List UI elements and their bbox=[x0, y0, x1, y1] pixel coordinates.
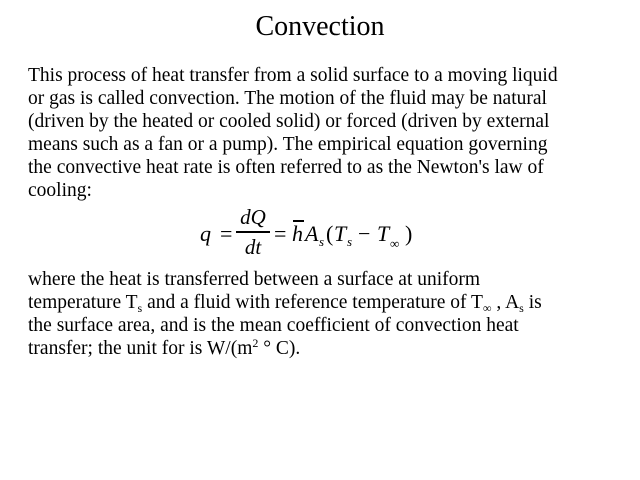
paragraph-line: (driven by the heated or cooled solid) or forced (driven by external bbox=[28, 111, 550, 132]
paragraph-line bbox=[28, 291, 608, 314]
paragraph-line: the convective heat rate is often referred to as the Newton's law of bbox=[28, 157, 544, 178]
newton-cooling-equation bbox=[198, 204, 418, 264]
eq-surface-temp-subscript: s bbox=[347, 234, 353, 249]
eq-equals-sign: = bbox=[220, 221, 233, 246]
eq-right-paren: ) bbox=[405, 221, 413, 246]
subscript: s bbox=[137, 301, 143, 315]
eq-fluid-temp-symbol: T bbox=[377, 221, 390, 246]
eq-numerator: dQ bbox=[240, 205, 266, 229]
superscript: 2 bbox=[252, 336, 259, 350]
eq-minus-sign: − bbox=[358, 221, 371, 246]
text-run: transfer; the unit for is W/(m bbox=[28, 338, 253, 359]
eq-left-paren: ( bbox=[326, 221, 334, 246]
paragraph-intro bbox=[28, 64, 608, 202]
paragraph-line: This process of heat transfer from a solid surface to a moving liquid bbox=[28, 65, 558, 86]
eq-fraction-bar bbox=[236, 231, 270, 233]
eq-area-subscript: s bbox=[319, 234, 325, 249]
paragraph-line: cooling: bbox=[28, 180, 92, 201]
eq-equals-sign: = bbox=[274, 221, 287, 246]
eq-fraction bbox=[236, 204, 270, 260]
eq-coefficient-symbol: h bbox=[292, 221, 303, 246]
paragraph-explanation bbox=[28, 268, 608, 360]
subscript: ∞ bbox=[482, 301, 492, 315]
text-run: and a fluid with reference temperature of T bbox=[142, 292, 483, 313]
paragraph-line: where the heat is transferred between a surface at uniform bbox=[28, 269, 481, 290]
text-run: is bbox=[523, 292, 542, 313]
text-run: temperature T bbox=[28, 292, 138, 313]
subscript: s bbox=[519, 301, 524, 315]
paragraph-line: means such as a fan or a pump). The empirical equation governing bbox=[28, 134, 548, 155]
eq-surface-temp-symbol: T bbox=[334, 221, 347, 246]
paragraph-line: or gas is called convection. The motion of the fluid may be natural bbox=[28, 88, 547, 109]
slide-title: Convection bbox=[255, 11, 385, 42]
paragraph-line: the surface area, and is the mean coefficient of convection heat bbox=[28, 315, 519, 336]
eq-denominator: dt bbox=[244, 234, 262, 259]
eq-fluid-temp-subscript: ∞ bbox=[390, 236, 400, 251]
eq-area-symbol: A bbox=[305, 221, 319, 246]
eq-heat-rate-symbol: q bbox=[200, 221, 211, 246]
text-run: ° C). bbox=[258, 338, 301, 359]
text-run: , A bbox=[491, 292, 520, 313]
paragraph-line bbox=[28, 337, 608, 360]
